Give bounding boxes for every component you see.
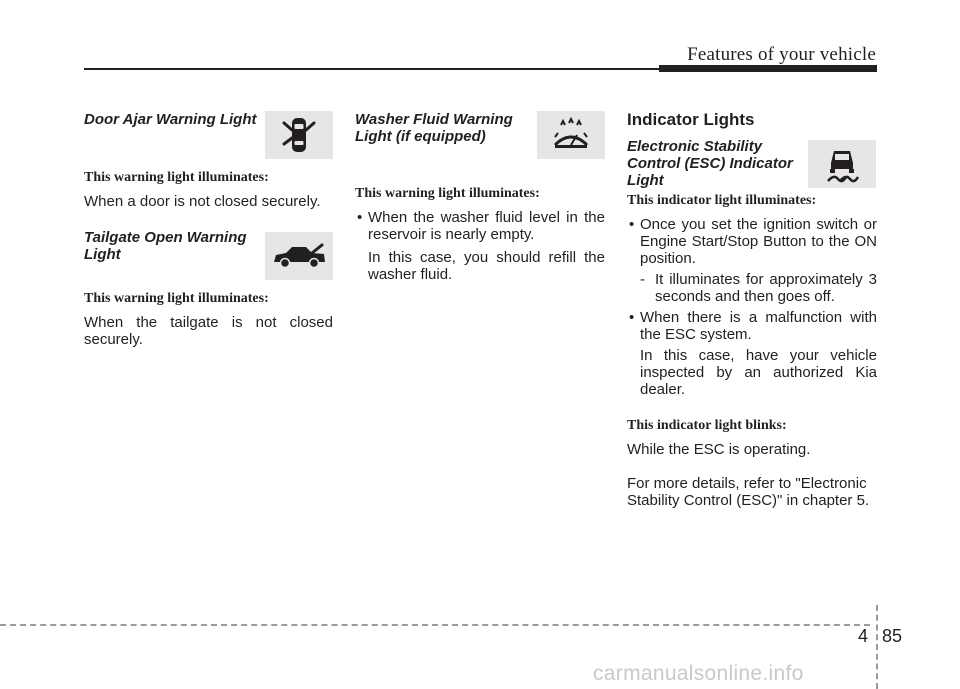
header-tab-bar	[659, 65, 877, 72]
washer-bullet	[355, 209, 605, 283]
door-ajar-entry	[84, 111, 333, 210]
page-number: 85	[882, 626, 903, 646]
tailgate-title-line2: Light	[84, 246, 121, 263]
footer-separator	[876, 605, 878, 689]
door-ajar-text: When a door is not closed securely.	[84, 193, 321, 210]
esc-dash-text: It illuminates for approximately 3 seconds and then goes off.	[655, 271, 877, 305]
esc-bullet-2-note: In this case, have your vehicle inspected by an authorized Kia dealer.	[640, 347, 877, 398]
esc-blink-lead: This indicator light blinks:	[627, 418, 787, 433]
indicator-lights-heading: Indicator Lights	[627, 110, 755, 129]
washer-bullet-list	[355, 209, 605, 283]
washer-head	[355, 111, 605, 169]
door-ajar-head	[84, 111, 333, 161]
footer-dashed-rule	[0, 624, 870, 626]
esc-more-details: For more details, refer to "Electronic Stability Control (ESC)" in chapter 5.	[627, 475, 870, 509]
page-header-title: Features of your vehicle	[687, 44, 876, 65]
esc-entry	[627, 138, 877, 509]
door-ajar-lead: This warning light illuminates:	[84, 170, 269, 185]
tailgate-lead: This warning light illuminates:	[84, 291, 269, 306]
dash-marker: -	[640, 271, 645, 288]
tailgate-title-line1: Tailgate Open Warning	[84, 229, 247, 246]
door-ajar-icon	[265, 111, 333, 159]
washer-fluid-icon	[537, 111, 605, 159]
washer-title-line2: Light (if equipped)	[355, 128, 486, 145]
washer-entry	[355, 111, 605, 283]
chapter-number: 4	[858, 626, 869, 646]
esc-title-line1: Electronic Stability	[627, 138, 763, 155]
watermark: carmanualsonline.info	[593, 662, 804, 685]
esc-title-line2: Control (ESC) Indicator	[627, 155, 793, 172]
tailgate-entry	[84, 229, 333, 348]
column-1	[84, 104, 333, 348]
esc-head	[627, 138, 877, 193]
tailgate-open-icon	[265, 232, 333, 280]
esc-bullet-2	[627, 309, 877, 398]
esc-bullet-1-text: Once you set the ignition switch or Engine Start/Stop Button to the ON position.	[640, 216, 877, 267]
esc-title-line3: Light	[627, 172, 664, 189]
washer-bullet-text: When the washer fluid level in the reservoir is nearly empty.	[368, 209, 605, 243]
esc-blink-text: While the ESC is operating.	[627, 441, 811, 458]
esc-icon	[808, 140, 876, 188]
esc-dash-item	[640, 271, 877, 305]
tailgate-text: When the tailgate is not closed securely.	[84, 314, 333, 348]
tailgate-head	[84, 229, 333, 281]
washer-note: In this case, you should refill the washer fluid.	[368, 249, 605, 283]
column-2	[355, 104, 605, 286]
door-ajar-title: Door Ajar Warning Light	[84, 111, 257, 128]
esc-lead: This indicator light illuminates:	[627, 193, 817, 208]
esc-bullet-2-text: When there is a malfunction with the ESC system.	[640, 309, 877, 343]
washer-lead: This warning light illuminates:	[355, 186, 540, 201]
esc-bullet-list	[627, 216, 877, 398]
esc-bullet-1	[627, 216, 877, 305]
washer-title-line1: Washer Fluid Warning	[355, 111, 513, 128]
column-3	[627, 104, 877, 509]
